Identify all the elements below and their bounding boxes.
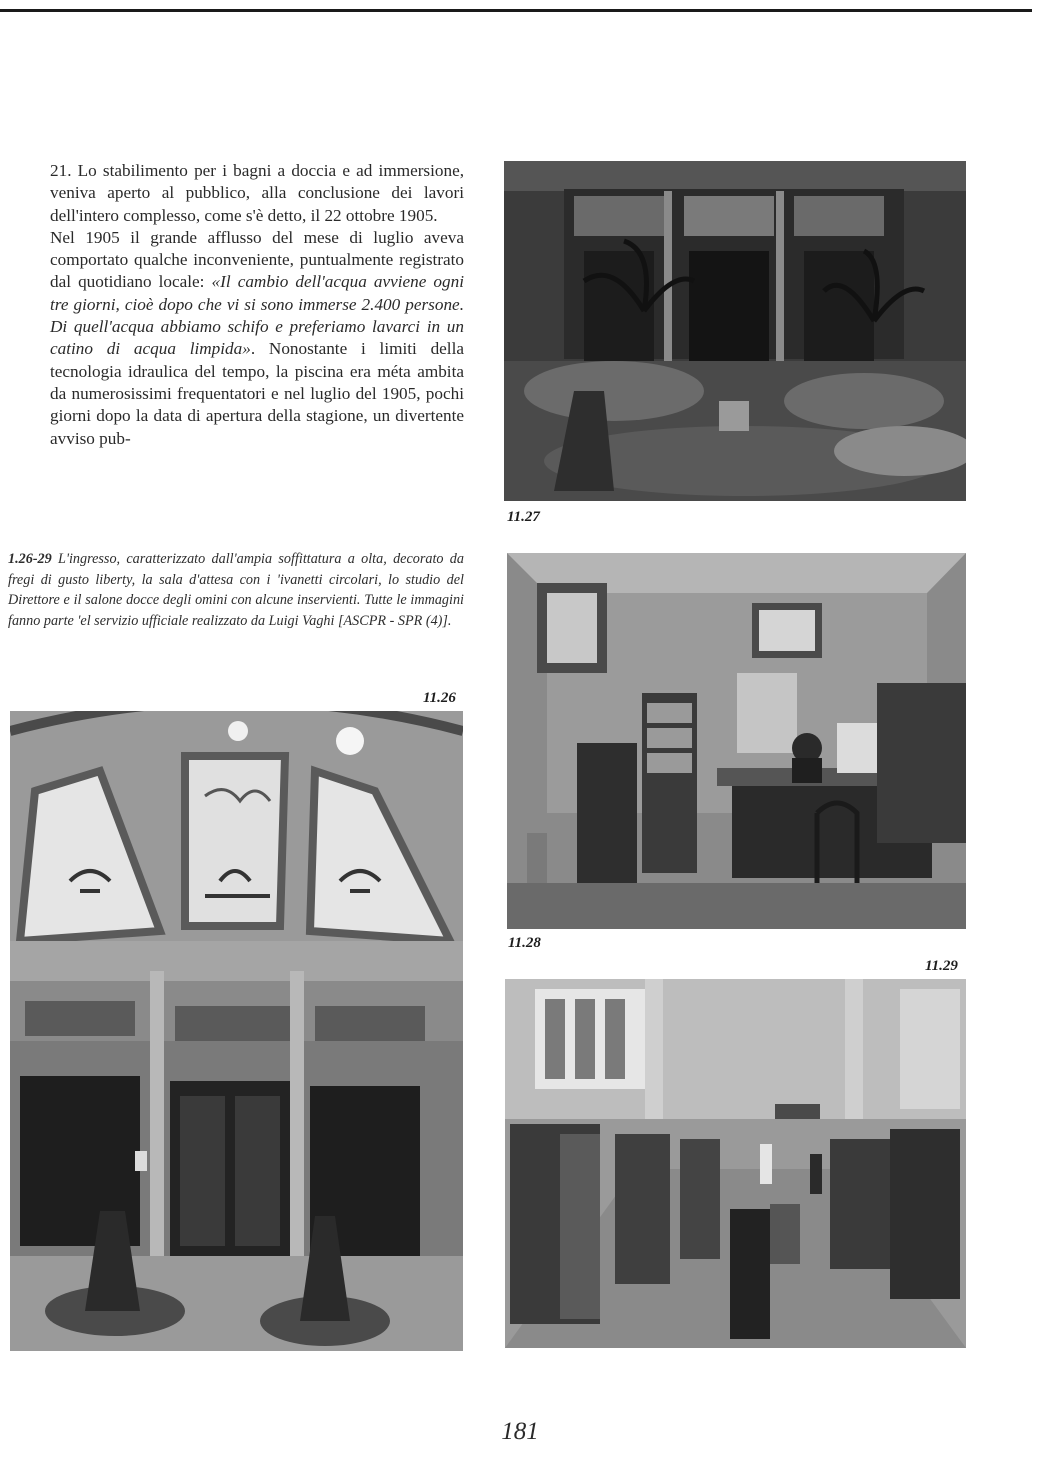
newspaper-quote: «Il cambio dell'acqua avviene ogni tre giorni, cioè dopo che vi si sono immerse 2.400 persone. Di quell'acqua abbiamo schifo e preferiamo lavarci in un catino di acqua limpida»: [50, 272, 464, 359]
photo-shower-hall: [505, 979, 966, 1348]
figure-label-11-26: 11.26: [423, 690, 456, 706]
paragraph-1: 21. Lo stabilimento per i bagni a doccia e ad immersione, veniva aperto al pubblico, alla conclusione dei lavori dell'intero complesso, come s'è detto, il 22 ottobre 1905.: [50, 161, 464, 225]
caption-text: L'ingresso, caratterizzato dall'ampia soffittatura a olta, decorato da fregi di gusto liberty, la sala d'attesa con i 'ivanetti circolari, lo studio del Direttore e il salone docce degli omini con alcune inservienti. Tutte le immagini fanno parte 'el servizio ufficiale realizzato da Luigi Vaghi [ASCPR - SPR (4)].: [8, 551, 464, 629]
photo-director-study: [507, 553, 966, 929]
page-number: 181: [501, 1418, 539, 1445]
paragraph-2: [50, 227, 464, 450]
figure-label-11-27: 11.27: [507, 509, 540, 525]
figure-caption: [8, 549, 464, 631]
body-text: [50, 160, 464, 450]
photo-waiting-room: [504, 161, 966, 501]
figure-label-11-29: 11.29: [925, 958, 958, 974]
paragraph-2-end: . Nonostante i limiti della tecnologia idraulica del tempo, la piscina era méta ambita da numerosissimi frequentatori e nel luglio del 1905, pochi giorni dopo la data di apertura della stagione, un divertente avviso pub-: [50, 339, 464, 448]
top-rule: [0, 9, 1032, 12]
photo-entrance-hall: [10, 711, 463, 1351]
paragraph-2-start: Nel 1905 il grande afflusso del mese di luglio aveva comportato qualche inconveniente, puntualmente registrato dal quotidiano locale:: [50, 227, 464, 292]
caption-figure-ref: 1.26-29: [8, 551, 52, 567]
figure-label-11-28: 11.28: [508, 935, 541, 951]
